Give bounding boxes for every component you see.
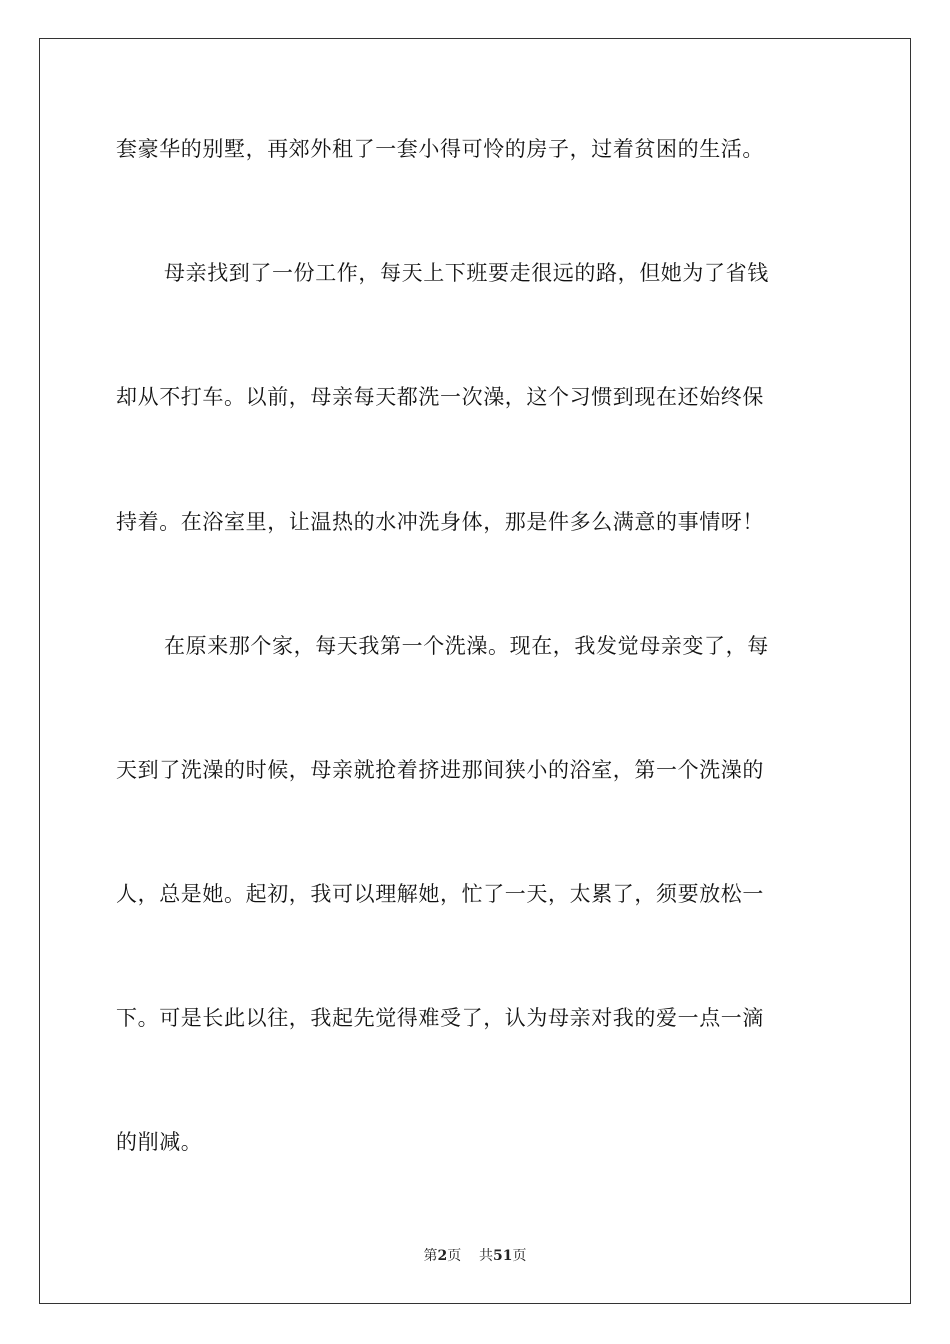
paragraph-line: 套豪华的别墅，再郊外租了一套小得可怜的房子，过着贫困的生活。 bbox=[116, 137, 764, 161]
page-prefix: 第 bbox=[423, 1248, 438, 1264]
paragraph-line: 母亲找到了一份工作，每天上下班要走很远的路，但她为了省钱 bbox=[164, 261, 769, 285]
page-footer bbox=[0, 1245, 950, 1265]
paragraph-line: 人，总是她。起初，我可以理解她，忙了一天，太累了，须要放松一 bbox=[116, 882, 764, 906]
page-border bbox=[39, 38, 911, 1304]
page-number: 2 bbox=[437, 1248, 448, 1264]
paragraph-line: 却从不打车。以前，母亲每天都洗一次澡，这个习惯到现在还始终保 bbox=[116, 385, 764, 409]
paragraph-line: 持着。在浴室里，让温热的水冲洗身体，那是件多么满意的事情呀！ bbox=[116, 510, 764, 534]
paragraph-line: 在原来那个家，每天我第一个洗澡。现在，我发觉母亲变了，每 bbox=[164, 634, 769, 658]
total-pages: 51 bbox=[493, 1248, 513, 1264]
paragraph-line: 下。可是长此以往，我起先觉得难受了，认为母亲对我的爱一点一滴 bbox=[116, 1006, 764, 1030]
total-prefix: 共 bbox=[479, 1248, 494, 1264]
paragraph-line: 天到了洗澡的时候，母亲就抢着挤进那间狭小的浴室，第一个洗澡的 bbox=[116, 758, 764, 782]
paragraph-line: 的削减。 bbox=[116, 1130, 203, 1154]
total-suffix: 页 bbox=[512, 1248, 527, 1264]
page-suffix: 页 bbox=[447, 1248, 462, 1264]
